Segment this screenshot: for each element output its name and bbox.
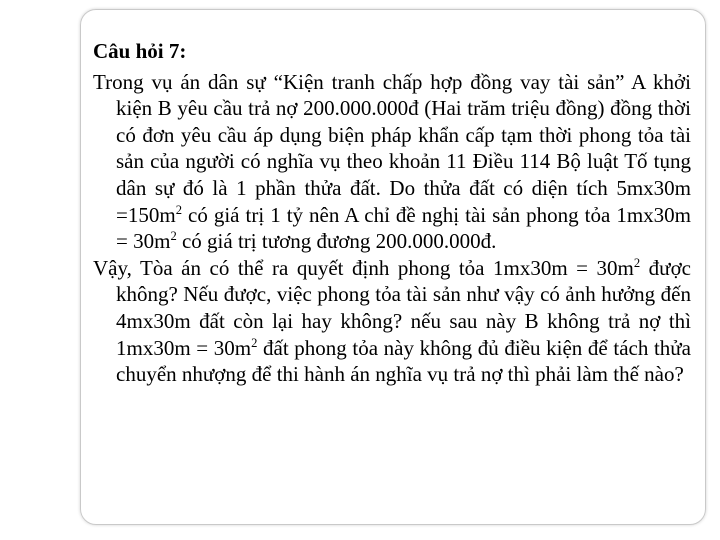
case-text-part-3: có giá trị tương đương 200.000.000đ. — [176, 229, 497, 254]
question-text-part-1: Vậy, Tòa án có thể ra quyết định phong tỏa 1mx30m = 30m — [93, 255, 634, 280]
area-superscript-4: 2 — [251, 335, 258, 350]
case-description-paragraph — [93, 69, 691, 255]
area-superscript-1: 2 — [175, 202, 182, 217]
area-superscript-2: 2 — [170, 229, 177, 244]
slide-content — [93, 38, 691, 388]
question-paragraph — [93, 255, 691, 388]
question-text-part-2: được không? Nếu được, việc phong tỏa tài sản như vậy có ảnh hưởng đến 4mx30m đất còn lại hay không? nếu sau này B không trả nợ thì 1mx30m = 30m — [116, 255, 691, 360]
question-text-part-3: đất phong tỏa này không đủ điều kiện để tách thửa chuyển nhượng để thi hành án nghĩa vụ trả nợ thì phải làm thế nào? — [116, 335, 691, 387]
area-superscript-3: 2 — [633, 255, 641, 270]
case-text-part-2: có giá trị 1 tỷ nên A chỉ đề nghị tài sản phong tỏa 1mx30m = 30m — [116, 202, 691, 254]
question-title: Câu hỏi 7: — [93, 39, 187, 63]
case-text-part-1: Trong vụ án dân sự “Kiện tranh chấp hợp đồng vay tài sản” A khởi kiện B yêu cầu trả nợ 200.000.000đ (Hai trăm triệu đồng) đồng thời có đơn yêu cầu áp dụng biện pháp khẩn cấp tạm thời phong tỏa tài sản của người có nghĩa vụ theo khoản 11 Điều 114 Bộ luật Tố tụng dân sự đó là 1 phần thửa đất. Do thửa đất có diện tích 5mx30m =150m — [93, 69, 691, 227]
